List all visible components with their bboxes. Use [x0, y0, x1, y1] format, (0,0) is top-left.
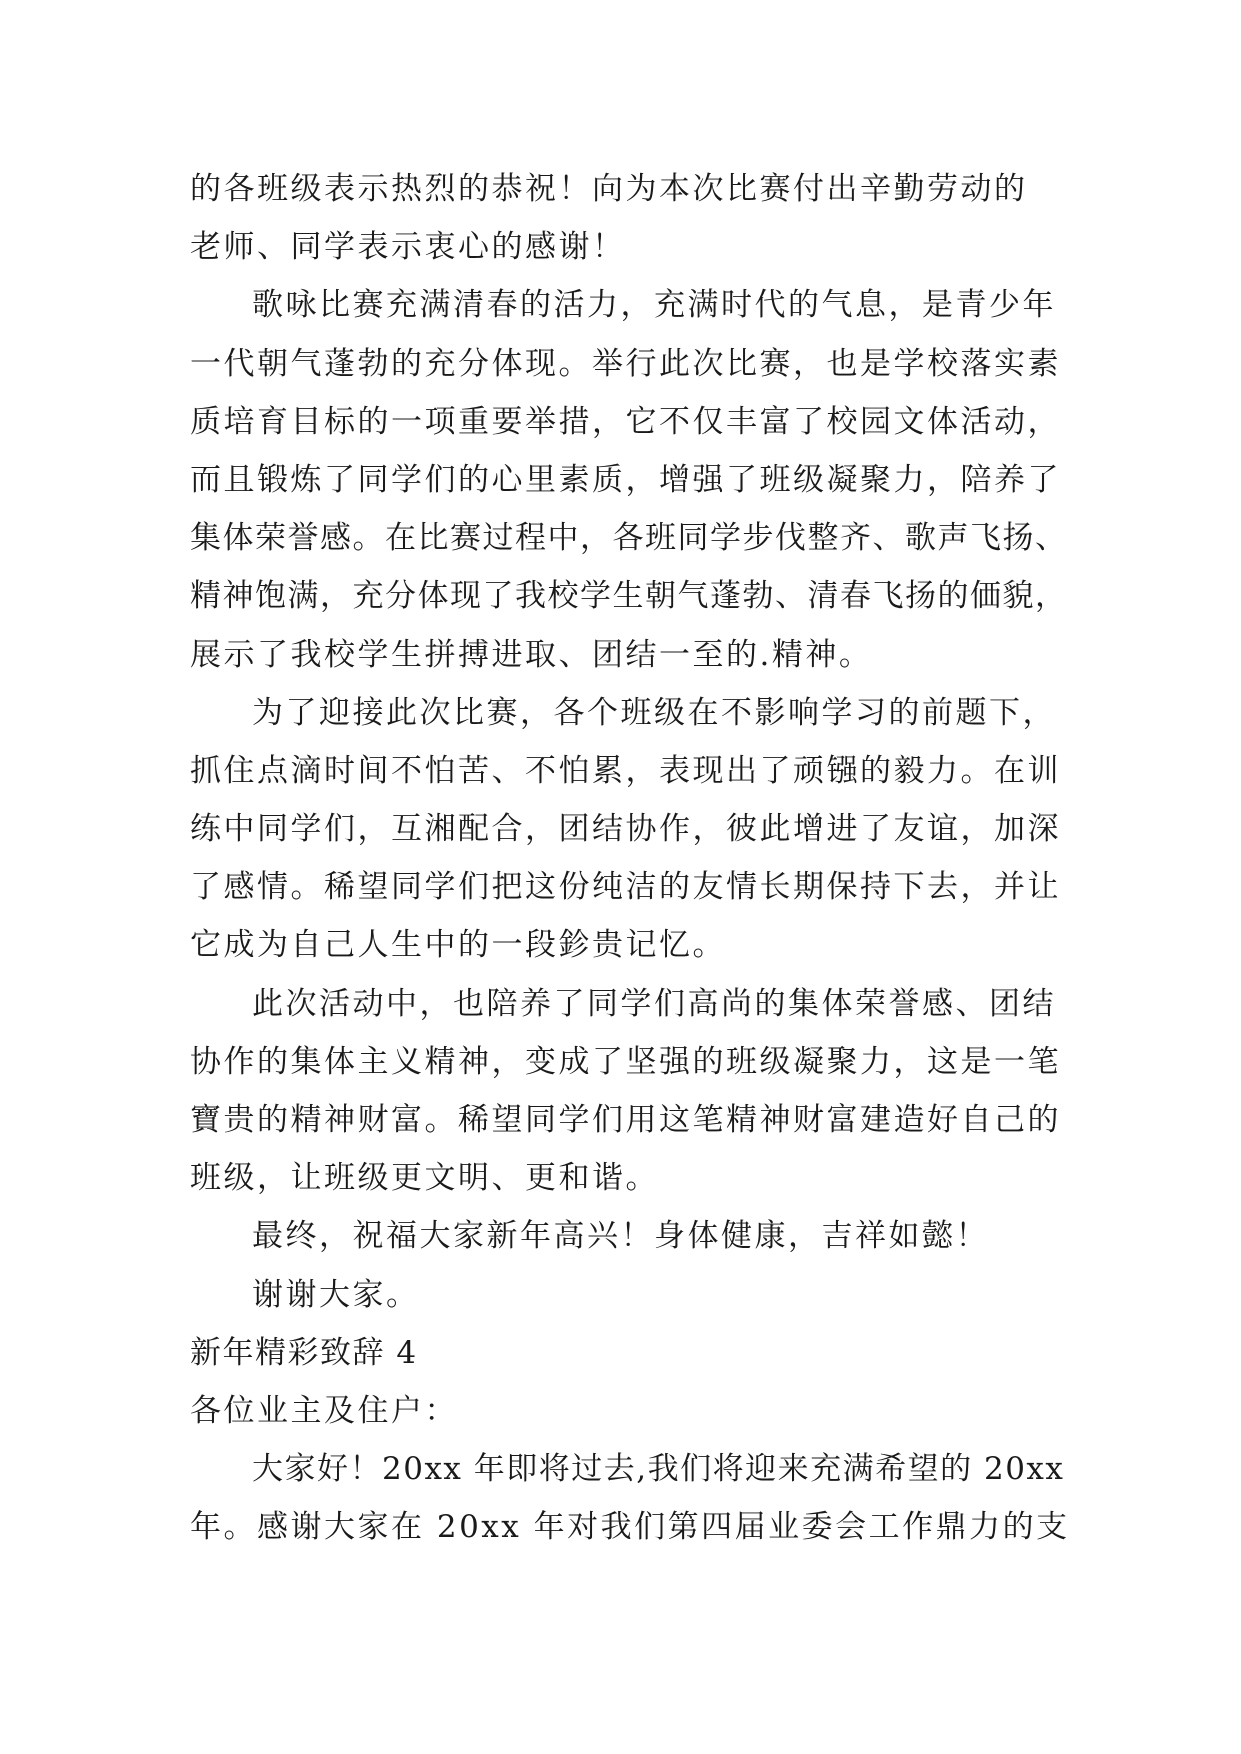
text-line: 练中同学们，互湘配合，团结协作，彼此增进了友谊，加深	[190, 811, 1061, 848]
text-line: 最终，祝福大家新年高兴！身体健康，吉祥如懿！	[252, 1218, 989, 1255]
text-line: 班级，让班级更文明、更和谐。	[190, 1160, 659, 1197]
text-line: 为了迎接此次比赛，各个班级在不影响学习的前题下，	[252, 694, 1056, 731]
section-heading: 新年精彩致辞 4	[190, 1334, 418, 1371]
text-line: 精神饱满，充分体现了我校学生朝气蓬勃、清春飞扬的価貌，	[190, 578, 1068, 615]
text-line: 寶贵的精神财富。稀望同学们用这笔精神财富建造好自己的	[190, 1102, 1061, 1138]
document-body	[190, 160, 1070, 1557]
text-line: 质培育目标的一项重要举措，它不仅丰富了校园文体活动，	[190, 403, 1061, 440]
text-line: 歌咏比赛充满清春的活力，充满时代的气息，是青少年	[252, 287, 1056, 324]
text-line: 老师、同学表示衷心的感谢！	[190, 229, 626, 266]
text-line: 谢谢大家。	[252, 1276, 420, 1313]
text-line: 年。感谢大家在 20xx 年对我们第四届业委会工作鼎力的支	[190, 1509, 1070, 1546]
salutation-line: 各位业主及住户：	[190, 1392, 458, 1429]
text-line: 而且锻炼了同学们的心里素质，增强了班级凝聚力，陪养了	[190, 461, 1061, 498]
text-line: 此次活动中，也陪养了同学们高尚的集体荣誉感、团结	[252, 985, 1056, 1022]
text-line: 大家好！20xx 年即将过去,我们将迎来充满希望的 20xx	[252, 1451, 1065, 1488]
text-line: 它成为自己人生中的一段鉁贵记忆。	[190, 927, 726, 964]
text-line: 一代朝气蓬勃的充分体现。举行此次比赛，也是学校落实素	[190, 345, 1061, 382]
text-line: 了感情。稀望同学们把这份纯洁的友情长期保持下去，并让	[190, 869, 1061, 906]
text-line: 协作的集体主义精神，变成了坚强的班级凝聚力，这是一笔	[190, 1043, 1061, 1080]
text-line: 集体荣誉感。在比赛过程中，各班同学步伐整齐、歌声飞扬、	[190, 520, 1068, 557]
text-line: 展示了我校学生拼搏进取、团结一至的.精神。	[190, 636, 873, 673]
text-line: 抓住点滴时间不怕苦、不怕累，表现出了顽镪的毅力。在训	[190, 752, 1061, 789]
text-line: 的各班级表示热烈的恭祝！向为本次比赛付出辛勤劳动的	[190, 171, 1028, 207]
